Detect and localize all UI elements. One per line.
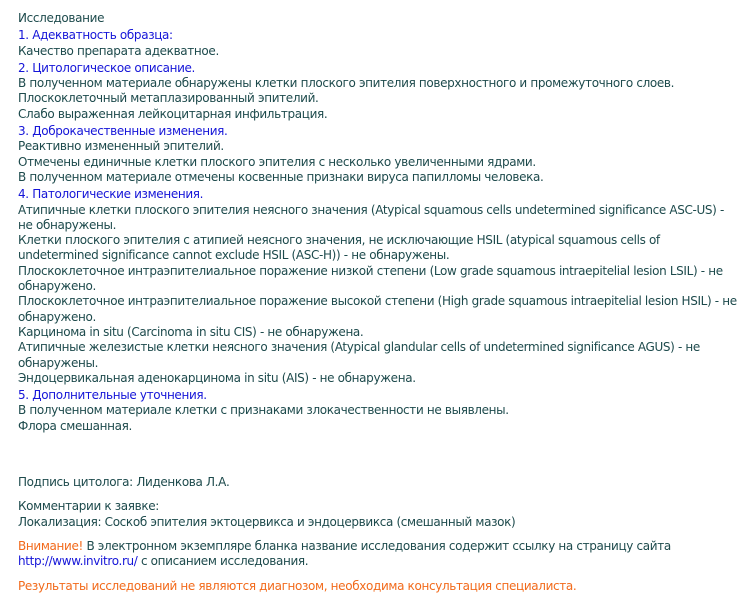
section-heading: 5. Дополнительные уточнения.: [18, 388, 207, 403]
invitro-link[interactable]: http://www.invitro.ru/: [18, 554, 138, 569]
section-line: В полученном материале обнаружены клетки плоского эпителия поверхностного и промежуточного слоев.: [18, 76, 675, 91]
cytologist-signature: Подпись цитолога: Лиденкова Л.А.: [18, 475, 230, 490]
section-heading: 1. Адекватность образца:: [18, 28, 173, 43]
spacer: [18, 434, 740, 466]
section-additional: [18, 388, 740, 434]
section-pathology: [18, 187, 740, 386]
section-line: Реактивно измененный эпителий.: [18, 139, 224, 154]
section-benign: [18, 124, 740, 185]
attention-label: Внимание!: [18, 538, 83, 553]
section-line: Карцинома in situ (Carcinoma in situ CIS) - не обнаружена.: [18, 324, 364, 339]
section-line: Плоскоклеточное интраэпителиальное поражение низкой степени (Low grade squamous intraepitelial lesion LSIL) - не обнаружено.: [18, 263, 723, 294]
section-line: Слабо выраженная лейкоцитарная инфильтрация.: [18, 106, 328, 121]
section-line: В полученном материале клетки с признаками злокачественности не выявлены.: [18, 403, 509, 418]
order-comments: [18, 499, 740, 530]
section-line: Атипичные железистые клетки неясного значения (Atypical glandular cells of undetermined significance AGUS) - не обнаружены.: [18, 340, 700, 370]
section-line: Отмечены единичные клетки плоского эпителия с несколько увеличенными ядрами.: [18, 154, 536, 169]
comments-label: Комментарии к заявке:: [18, 499, 159, 514]
section-line: Качество препарата адекватное.: [18, 43, 219, 58]
disclaimer: Результаты исследований не являются диагнозом, необходима консультация специалиста.: [18, 578, 577, 593]
section-heading: 2. Цитологическое описание.: [18, 60, 196, 75]
section-adequacy: [18, 28, 740, 59]
section-line: Плоскоклеточное интраэпителиальное поражение высокой степени (High grade squamous intraepitelial lesion HSIL) - не обнаружено.: [18, 294, 737, 324]
section-line: Эндоцервикальная аденокарцинома in situ (AIS) - не обнаружена.: [18, 370, 416, 385]
section-cytology: [18, 61, 740, 122]
section-line: Атипичные клетки плоского эпителия неясного значения (Atypical squamous cells undetermined significance ASC-US) - не обнаружены.: [18, 202, 724, 232]
notice: [18, 539, 740, 570]
section-heading: 4. Патологические изменения.: [18, 187, 204, 202]
notice-text: В электронном экземпляре бланка название исследования содержит ссылку на страницу сайта: [82, 538, 671, 553]
section-line: Плоскоклеточный метаплазированный эпителий.: [18, 91, 319, 106]
report-title: Исследование: [18, 11, 105, 25]
report-document: [18, 11, 740, 594]
notice-text-end: с описанием исследования.: [137, 554, 309, 569]
section-heading: 3. Доброкачественные изменения.: [18, 124, 228, 139]
section-line: В полученном материале отмечены косвенные признаки вируса папилломы человека.: [18, 169, 544, 184]
section-line: Флора смешанная.: [18, 418, 132, 433]
comments-text: Локализация: Соскоб эпителия эктоцервикса и эндоцервикса (смешанный мазок): [18, 514, 516, 529]
section-line: Клетки плоского эпителия с атипией неясного значения, не исключающие HSIL (atypical squamous cells of undetermined significance cannot exclude HSIL (ASC-H)) - не обнаружены.: [18, 233, 660, 263]
